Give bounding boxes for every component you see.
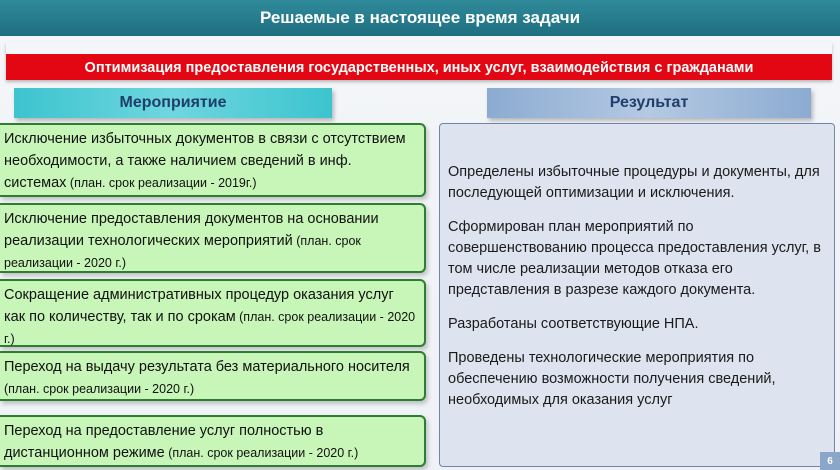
- result-item: Сформирован план мероприятий по совершенствованию процесса предоставления услуг, в том числе реализации методов отказа его представления в разрезе каждого документа.: [448, 219, 821, 298]
- task-deadline: (план. срок реализации - 2020 г.): [4, 310, 416, 346]
- page-number: 6: [820, 452, 840, 470]
- section-banner-text: Оптимизация предоставления государственных, иных услуг, взаимодействия с гражданами: [84, 60, 754, 76]
- column-header-results: [487, 88, 811, 118]
- column-header-results-text: Результат: [609, 94, 689, 111]
- task-text: Переход на предоставление услуг полностью в дистанционном режиме: [4, 423, 324, 461]
- slide-title: [0, 0, 840, 36]
- task-text: Исключение предоставления документов на основании реализации технологических мероприятий: [4, 211, 379, 249]
- task-item: [0, 203, 426, 273]
- result-item: Разработаны соответствующие НПА.: [448, 316, 699, 332]
- task-deadline: (план. срок реализации - 2020 г.): [4, 234, 361, 270]
- task-text: Сокращение административных процедур оказания услуг как по количеству, так и по срокам: [4, 287, 394, 325]
- task-deadline: (план. срок реализации - 2019г.): [66, 176, 257, 190]
- task-item: [0, 415, 426, 467]
- task-deadline: (план. срок реализации - 2020 г.): [4, 382, 195, 396]
- result-item: Проведены технологические мероприятия по обеспечению возможности получения сведений, необходимых для оказания услуг: [448, 350, 776, 408]
- task-text: Переход на выдачу результата без материального носителя: [4, 359, 410, 375]
- result-item: Определены избыточные процедуры и документы, для последующей оптимизации и исключения.: [448, 164, 820, 201]
- column-header-measures-text: Мероприятие: [119, 94, 227, 111]
- task-item: [0, 351, 426, 401]
- task-text: Исключение избыточных документов в связи с отсутствием необходимости, а также наличием сведений в инф. системах: [4, 131, 406, 191]
- task-item: [0, 279, 426, 347]
- slide-title-text: Решаемые в настоящее время задачи: [259, 8, 581, 27]
- column-header-measures: [14, 88, 332, 118]
- results-panel: [439, 123, 835, 467]
- section-banner: [6, 42, 832, 80]
- task-deadline: (план. срок реализации - 2020 г.): [164, 446, 359, 460]
- task-item: [0, 123, 426, 197]
